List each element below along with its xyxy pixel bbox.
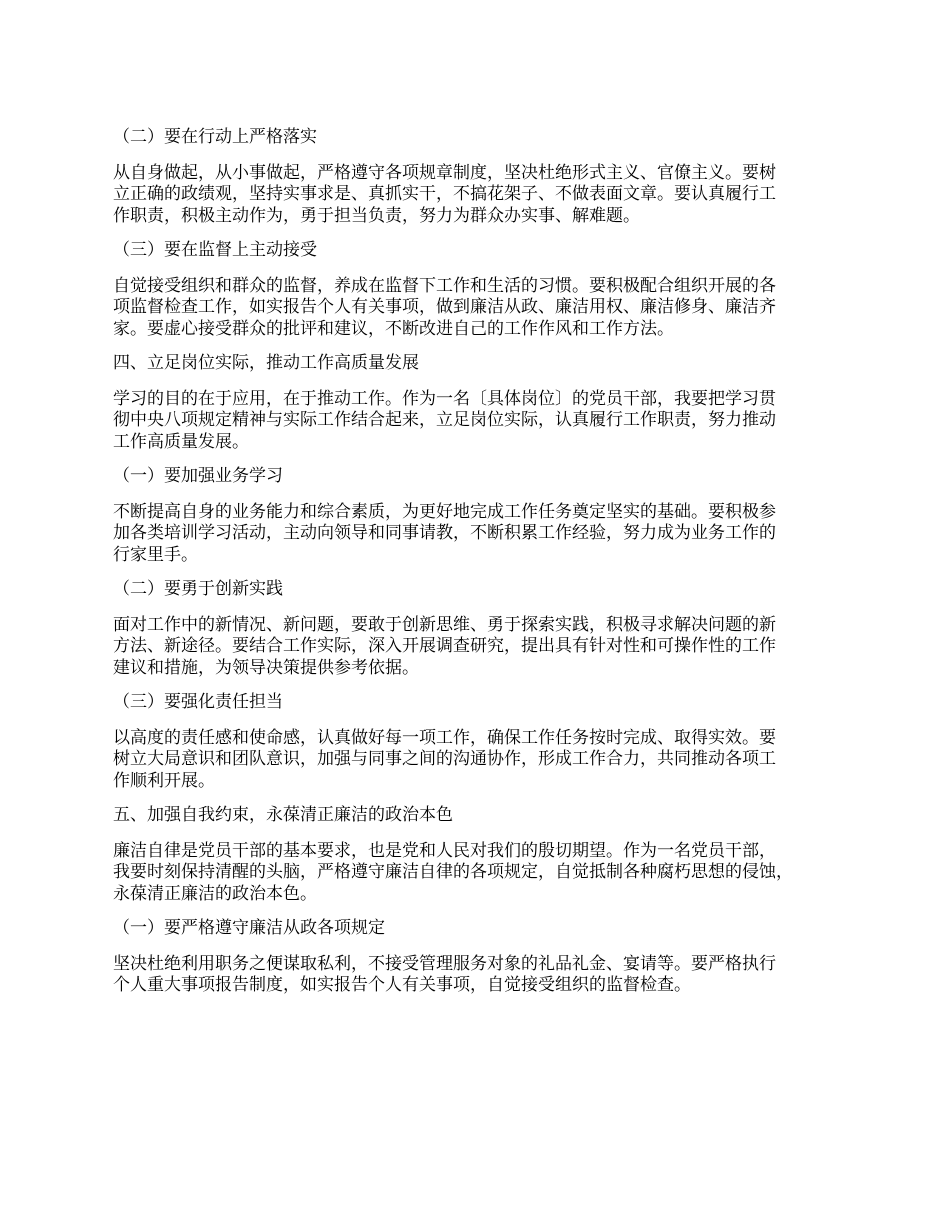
section-heading-integrity-rules: （一）要严格遵守廉洁从政各项规定 [113, 918, 385, 938]
paragraph-integrity-rules: 坚决杜绝利用职务之便谋取私利，不接受管理服务对象的礼品礼金、宴请等。要严格执行 个人重大事项报告制度，如实报告个人有关事项，自觉接受组织的监督检查。 [113, 953, 776, 995]
section-heading-four: 四、立足岗位实际，推动工作高质量发展 [113, 353, 419, 373]
paragraph-innovation: 面对工作中的新情况、新问题，要敢于创新思维、勇于探索实践，积极寻求解决问题的新 方法、新途径。要结合工作实际，深入开展调查研究，提出具有针对性和可操作性的工作 建议和措施，为领导决策提供参考依据。 [113, 614, 776, 678]
paragraph-business-study: 不断提高自身的业务能力和综合素质，为更好地完成工作任务奠定坚实的基础。要积极参 加各类培训学习活动，主动向领导和同事请教，不断积累工作经验，努力成为业务工作的 行家里手。 [113, 501, 776, 565]
document-page [113, 127, 843, 1010]
section-heading-business-study: （一）要加强业务学习 [113, 466, 283, 486]
paragraph-action: 从自身做起，从小事做起，严格遵守各项规章制度，坚决杜绝形式主义、官僚主义。要树 立正确的政绩观，坚持实事求是、真抓实干，不搞花架子、不做表面文章。要认真履行工 作职责，积极主动作为，勇于担当负责，努力为群众办实事、解难题。 [113, 162, 776, 226]
paragraph-five: 廉洁自律是党员干部的基本要求，也是党和人民对我们的殷切期望。作为一名党员干部， 我要时刻保持清醒的头脑，严格遵守廉洁自律的各项规定，自觉抵制各种腐朽思想的侵蚀， 永葆清正廉洁的政治本色。 [113, 840, 793, 904]
paragraph-supervision: 自觉接受组织和群众的监督，养成在监督下工作和生活的习惯。要积极配合组织开展的各 项监督检查工作，如实报告个人有关事项，做到廉洁从政、廉洁用权、廉洁修身、廉洁齐 家。要虚心接受群众的批评和建议，不断改进自己的工作作风和工作方法。 [113, 275, 776, 339]
section-heading-responsibility: （三）要强化责任担当 [113, 692, 283, 712]
paragraph-responsibility: 以高度的责任感和使命感，认真做好每一项工作，确保工作任务按时完成、取得实效。要 树立大局意识和团队意识，加强与同事之间的沟通协作，形成工作合力，共同推动各项工 作顺利开展。 [113, 727, 776, 791]
section-heading-action: （二）要在行动上严格落实 [113, 127, 317, 147]
section-heading-supervision: （三）要在监督上主动接受 [113, 240, 317, 260]
paragraph-four: 学习的目的在于应用，在于推动工作。作为一名〔具体岗位〕的党员干部，我要把学习贯 彻中央八项规定精神与实际工作结合起来，立足岗位实际，认真履行工作职责，努力推动 工作高质量发展。 [113, 388, 776, 452]
section-heading-innovation: （二）要勇于创新实践 [113, 579, 283, 599]
section-heading-five: 五、加强自我约束，永葆清正廉洁的政治本色 [113, 805, 453, 825]
